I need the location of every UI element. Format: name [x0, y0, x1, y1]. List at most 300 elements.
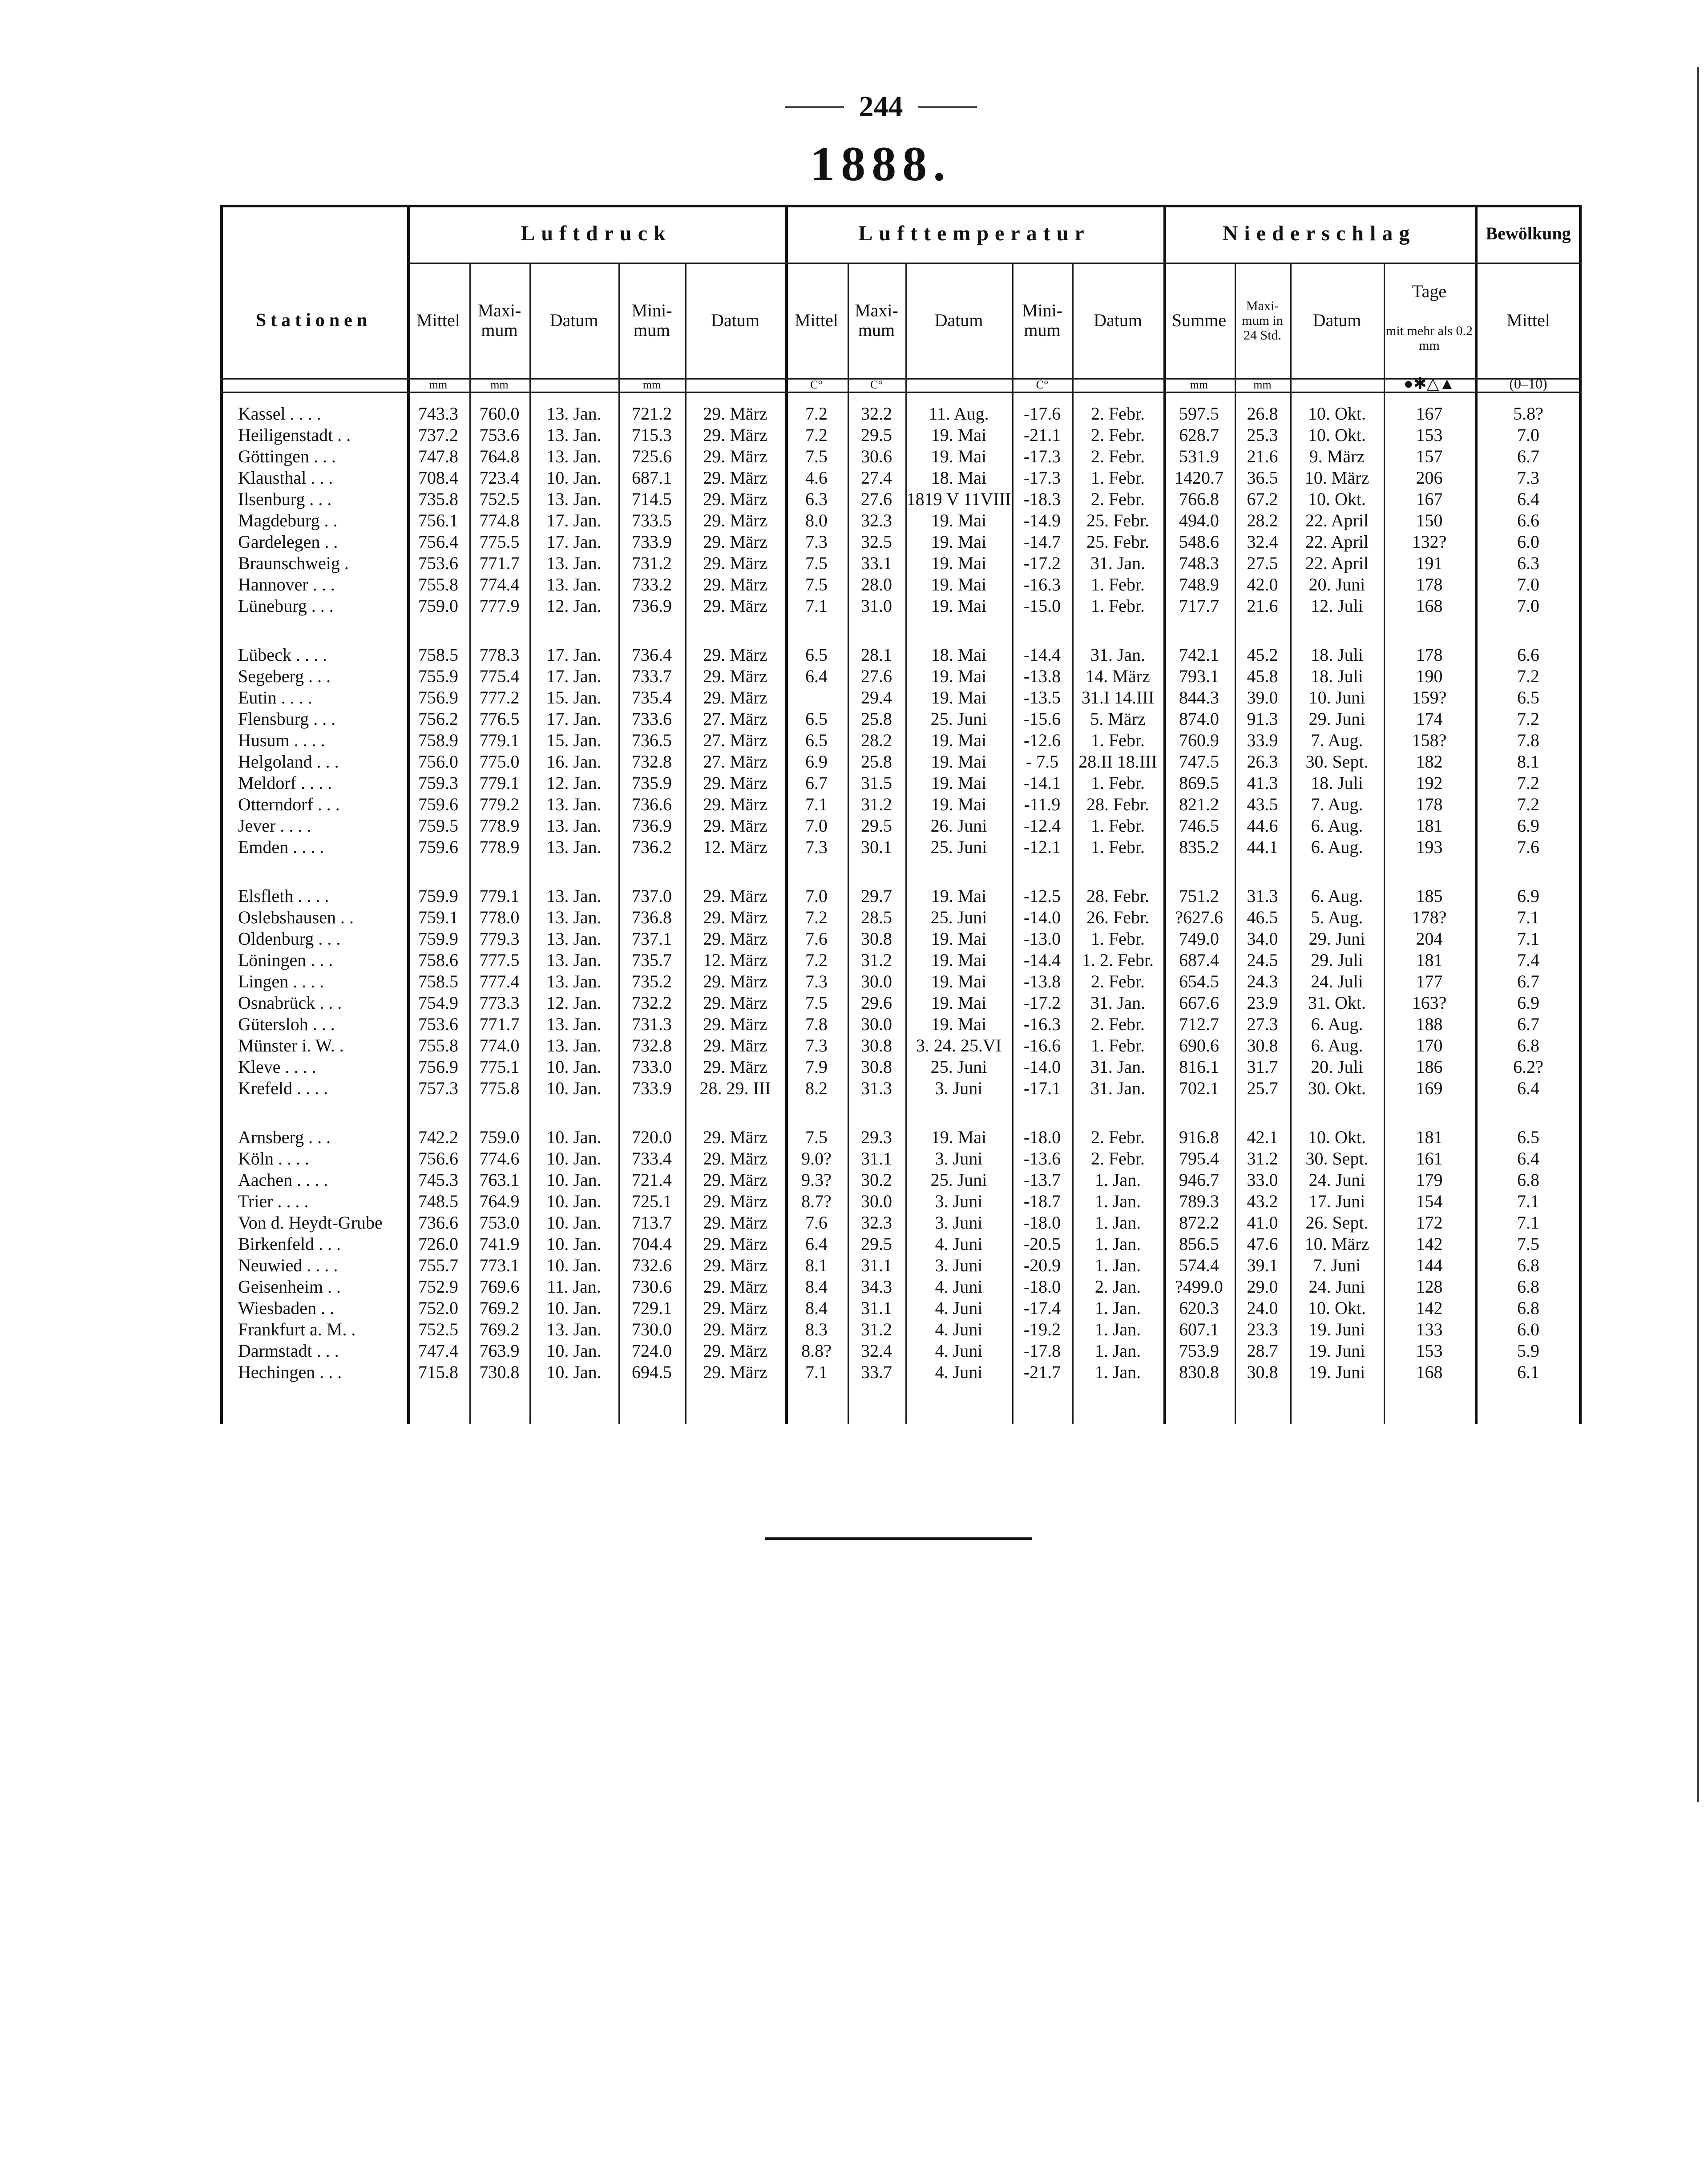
table-cell: 3. Juni [935, 1212, 983, 1233]
station-group [220, 885, 1582, 1099]
table-cell: 19. Mai [931, 751, 987, 772]
table-cell: 748.3 [1179, 553, 1219, 573]
table-cell: -11.9 [1024, 794, 1061, 814]
table-cell: 1. Jan. [1094, 1212, 1141, 1233]
table-cell: 1. Febr. [1090, 815, 1145, 836]
table-cell: 30.0 [861, 1014, 892, 1034]
table-cell: 733.6 [632, 708, 672, 729]
table-cell: 28.1 [861, 644, 892, 665]
table-cell: 30. Okt. [1308, 1078, 1366, 1098]
station-name: Otterndorf . . . [238, 794, 340, 814]
table-cell: -13.6 [1023, 1148, 1061, 1168]
table-cell: 620.3 [1179, 1298, 1219, 1318]
table-cell: 32.5 [861, 531, 892, 552]
table-cell: 24. Juli [1311, 971, 1363, 991]
table-cell: 29. März [703, 595, 767, 616]
table-cell: 737.1 [632, 928, 672, 949]
table-cell: 755.9 [418, 666, 458, 686]
table-cell: 6.3 [805, 489, 828, 509]
table-cell: 7.2 [1517, 666, 1539, 686]
table-cell: 178? [1412, 907, 1447, 927]
header-lt-max: Maxi-mum [855, 300, 898, 340]
table-cell: 743.3 [418, 403, 458, 424]
table-cell: 29. Juni [1308, 928, 1365, 949]
table-cell: 19. Mai [931, 574, 987, 594]
table-cell: -19.2 [1023, 1319, 1061, 1339]
table-cell: 12. Juli [1311, 595, 1363, 616]
table-cell: 29. März [703, 1255, 767, 1275]
table-row [220, 1013, 1582, 1035]
table-cell: 31. Okt. [1308, 992, 1366, 1013]
table-cell: 732.2 [632, 992, 672, 1013]
table-cell: 29. Juli [1311, 950, 1363, 970]
table-row [220, 815, 1582, 836]
table-row [220, 687, 1582, 708]
table-cell: 6.5 [1517, 687, 1539, 708]
table-cell: 36.5 [1247, 467, 1278, 488]
table-cell: 17. Jan. [546, 510, 602, 530]
table-cell: 41.3 [1247, 772, 1278, 793]
table-cell: 778.0 [479, 907, 520, 927]
header-lt-min: Mini-mum [1022, 300, 1063, 340]
table-cell: 10. Jan. [546, 1148, 602, 1168]
table-cell: 7.5 [1517, 1233, 1539, 1254]
station-name: Jever . . . . [238, 815, 311, 836]
table-cell: 821.2 [1179, 794, 1219, 814]
table-cell: 778.3 [479, 644, 520, 665]
table-row [220, 1233, 1582, 1254]
table-cell: 6.7 [1517, 971, 1539, 991]
table-cell: 6.4 [805, 666, 828, 686]
table-cell: 10. Okt. [1308, 1127, 1366, 1147]
table-cell: 13. Jan. [546, 1319, 602, 1339]
table-cell: 170 [1416, 1035, 1443, 1055]
table-cell: 178 [1416, 794, 1443, 814]
table-row [220, 1318, 1582, 1340]
table-cell: 733.5 [632, 510, 672, 530]
table-cell: 25.7 [1247, 1078, 1278, 1098]
table-cell: 28.II 18.III [1078, 751, 1157, 772]
table-cell: 694.5 [632, 1362, 672, 1382]
table-cell: 733.4 [632, 1148, 672, 1168]
unit-ns-summe: mm [1190, 378, 1208, 391]
table-cell: 759.5 [418, 815, 458, 836]
table-cell: 192 [1416, 772, 1443, 793]
table-cell: 747.5 [1179, 751, 1219, 772]
table-cell: 574.4 [1179, 1255, 1219, 1275]
table-cell: 44.1 [1247, 837, 1278, 857]
table-cell: 19. Mai [931, 885, 987, 906]
table-cell: 733.0 [632, 1056, 672, 1077]
table-cell: 6.4 [805, 1233, 828, 1254]
header-ld-min-datum: Datum [711, 310, 759, 330]
table-cell: 142 [1416, 1233, 1443, 1254]
table-cell: 690.6 [1179, 1035, 1219, 1055]
table-cell: 13. Jan. [546, 794, 602, 814]
table-cell: 28.7 [1247, 1340, 1278, 1361]
table-cell: 2. Febr. [1090, 489, 1145, 509]
table-row [220, 970, 1582, 992]
station-name: Magdeburg . . [238, 510, 338, 530]
table-cell: 30.2 [861, 1169, 892, 1190]
table-cell: 178 [1416, 574, 1443, 594]
table-cell: 7.3 [1517, 467, 1539, 488]
table-cell: 20. Juni [1308, 574, 1365, 594]
table-cell: -21.7 [1023, 1362, 1061, 1382]
table-cell: 872.2 [1179, 1212, 1219, 1233]
table-cell: 33.0 [1247, 1169, 1278, 1190]
table-cell: 730.6 [632, 1276, 672, 1297]
station-name: Eutin . . . . [238, 687, 312, 708]
table-cell: 7.2 [805, 950, 828, 970]
table-cell: 29. März [703, 510, 767, 530]
table-cell: 1. Jan. [1094, 1233, 1141, 1254]
table-cell: 723.4 [479, 467, 520, 488]
table-cell: 13. Jan. [546, 907, 602, 927]
table-cell: 29. März [703, 1148, 767, 1168]
table-cell: 5.8? [1513, 403, 1543, 424]
table-cell: 1. Febr. [1090, 1035, 1145, 1055]
table-cell: 28. 29. III [699, 1078, 771, 1098]
table-cell: 10. Jan. [546, 1298, 602, 1318]
table-cell: 730.8 [479, 1362, 520, 1382]
table-cell: 47.6 [1247, 1233, 1278, 1254]
table-cell: 30.1 [861, 837, 892, 857]
table-cell: 7.1 [805, 794, 828, 814]
table-cell: 724.0 [632, 1340, 672, 1361]
table-cell: 25.8 [861, 751, 892, 772]
table-cell: 749.0 [1179, 928, 1219, 949]
table-cell: 9. März [1309, 446, 1365, 466]
table-cell: 835.2 [1179, 837, 1219, 857]
table-cell: 771.7 [479, 1014, 520, 1034]
table-cell: 25. Juni [930, 1169, 987, 1190]
table-cell: 17. Jan. [546, 531, 602, 552]
table-cell: 31.3 [861, 1078, 892, 1098]
table-cell: 717.7 [1179, 595, 1219, 616]
table-cell: 816.1 [1179, 1056, 1219, 1077]
table-cell: 10. Jan. [546, 1191, 602, 1211]
unit-bw-scale: (0–10) [1509, 376, 1547, 392]
table-cell: 6. Aug. [1311, 1014, 1363, 1034]
table-cell: 24. Juni [1308, 1276, 1365, 1297]
table-cell: 29.3 [861, 1127, 892, 1147]
header-luftdruck: Luftdruck [521, 221, 672, 245]
table-cell: 29. März [703, 992, 767, 1013]
table-row [220, 1056, 1582, 1077]
table-cell: 181 [1416, 815, 1443, 836]
table-cell: 3. Juni [935, 1148, 983, 1168]
table-cell: 733.9 [632, 1078, 672, 1098]
table-cell: 736.2 [632, 837, 672, 857]
table-cell: 597.5 [1179, 403, 1219, 424]
table-cell: 10. Okt. [1308, 425, 1366, 445]
table-cell: 26.8 [1247, 403, 1278, 424]
table-cell: 7.2 [1517, 772, 1539, 793]
table-row [220, 1035, 1582, 1056]
table-cell: 6.5 [805, 730, 828, 750]
table-cell: 759.6 [418, 837, 458, 857]
table-cell: 737.2 [418, 425, 458, 445]
table-cell: 775.8 [479, 1078, 520, 1098]
table-cell: 128 [1416, 1276, 1443, 1297]
table-cell: 735.8 [418, 489, 458, 509]
table-cell: 6.8 [1517, 1276, 1539, 1297]
table-cell: 18. Juli [1311, 666, 1363, 686]
table-cell: 13. Jan. [546, 425, 602, 445]
table-cell: 7.5 [805, 553, 828, 573]
table-cell: 731.2 [632, 553, 672, 573]
table-cell: 29. März [703, 1169, 767, 1190]
table-cell: 153 [1416, 425, 1443, 445]
table-cell: -20.5 [1023, 1233, 1061, 1254]
table-cell: 34.0 [1247, 928, 1278, 949]
station-name: Trier . . . . [238, 1191, 309, 1211]
table-cell: 773.1 [479, 1255, 520, 1275]
table-cell: 10. Jan. [546, 1212, 602, 1233]
table-cell: 27. März [703, 751, 767, 772]
table-row [220, 595, 1582, 616]
table-cell: 6.0 [1517, 531, 1539, 552]
table-cell: 7.6 [1517, 837, 1539, 857]
table-cell: 13. Jan. [546, 553, 602, 573]
table-cell: 830.8 [1179, 1362, 1219, 1382]
table-cell: 19. Mai [931, 531, 987, 552]
table-cell: 188 [1416, 1014, 1443, 1034]
table-cell: 13. Jan. [546, 971, 602, 991]
table-row [220, 552, 1582, 574]
year-title: 1888. [810, 137, 952, 191]
table-cell: 6.1 [1517, 1362, 1539, 1382]
table-cell: 16. Jan. [546, 751, 602, 772]
table-cell: -13.8 [1023, 666, 1061, 686]
table-cell: 181 [1416, 1127, 1443, 1147]
table-cell: 755.8 [418, 1035, 458, 1055]
table-cell: 19. Mai [931, 950, 987, 970]
table-cell: 19. Mai [931, 1014, 987, 1034]
table-row [220, 906, 1582, 928]
station-name: Meldorf . . . . [238, 772, 332, 793]
table-cell: 191 [1416, 553, 1443, 573]
table-cell: 29. März [703, 885, 767, 906]
table-row [220, 885, 1582, 906]
table-cell: 8.8? [801, 1340, 832, 1361]
table-cell: 12. März [703, 950, 767, 970]
table-row [220, 1297, 1582, 1318]
table-cell: 18. Juli [1311, 644, 1363, 665]
table-cell: 29. März [703, 971, 767, 991]
table-cell: 25.8 [861, 708, 892, 729]
table-cell: 19. Mai [931, 1127, 987, 1147]
table-cell: 30.0 [861, 1191, 892, 1211]
table-cell: 778.9 [479, 837, 520, 857]
table-cell: 737.0 [632, 885, 672, 906]
table-cell: 1. Febr. [1090, 730, 1145, 750]
unit-lt-mittel: C° [810, 378, 823, 391]
table-cell: 735.7 [632, 950, 672, 970]
table-cell: 178 [1416, 644, 1443, 665]
table-cell: 7.8 [805, 1014, 828, 1034]
table-cell: 6.3 [1517, 553, 1539, 573]
table-cell: 7.3 [805, 837, 828, 857]
table-cell: 10. Okt. [1308, 489, 1366, 509]
table-header [220, 205, 1582, 396]
table-cell: 31.5 [861, 772, 892, 793]
table-cell: 29. März [703, 815, 767, 836]
table-cell: 753.6 [418, 1014, 458, 1034]
table-cell: 736.6 [418, 1212, 458, 1233]
table-row [220, 1169, 1582, 1190]
table-cell: 7.1 [805, 1362, 828, 1382]
table-cell: -17.3 [1023, 446, 1061, 466]
station-name: Klausthal . . . [238, 467, 333, 488]
end-rule [765, 1537, 1032, 1540]
table-cell: 150 [1416, 510, 1443, 530]
table-cell: 19. Mai [931, 928, 987, 949]
table-cell: 7. Aug. [1311, 794, 1363, 814]
table-cell: 6.9 [805, 751, 828, 772]
table-cell: 8.7? [801, 1191, 832, 1211]
table-cell: 745.3 [418, 1169, 458, 1190]
table-row [220, 403, 1582, 424]
table-cell: 759.9 [418, 928, 458, 949]
table-cell: -20.9 [1023, 1255, 1061, 1275]
table-cell: 777.2 [479, 687, 520, 708]
table-cell: 12. Jan. [546, 595, 602, 616]
table-cell: 24.3 [1247, 971, 1278, 991]
table-cell: 32.2 [861, 403, 892, 424]
station-name: Oslebshausen . . [238, 907, 354, 927]
table-cell: 28. Febr. [1086, 794, 1150, 814]
table-cell: 3. Juni [935, 1255, 983, 1275]
table-cell: 735.4 [632, 687, 672, 708]
table-cell: 789.3 [1179, 1191, 1219, 1211]
table-cell: -18.7 [1023, 1191, 1061, 1211]
table-cell: 185 [1416, 885, 1443, 906]
table-cell: 1. Jan. [1094, 1255, 1141, 1275]
table-cell: 736.6 [632, 794, 672, 814]
table-row [220, 1276, 1582, 1297]
table-cell: 29. März [703, 403, 767, 424]
table-cell: 1. Febr. [1090, 837, 1145, 857]
table-cell: 779.2 [479, 794, 520, 814]
table-cell: 766.8 [1179, 489, 1219, 509]
table-cell: 7.5 [805, 992, 828, 1013]
header-lt-min-datum: Datum [1094, 310, 1142, 330]
table-cell: 758.5 [418, 644, 458, 665]
table-cell: 29. März [703, 928, 767, 949]
table-cell: 6.6 [1517, 644, 1539, 665]
table-cell: 687.4 [1179, 950, 1219, 970]
table-cell: 7.2 [805, 907, 828, 927]
table-cell: 687.1 [632, 467, 672, 488]
table-cell: 45.8 [1247, 666, 1278, 686]
table-cell: 7.5 [805, 446, 828, 466]
table-cell: 30.8 [861, 1035, 892, 1055]
table-cell: 1. 2. Febr. [1082, 950, 1154, 970]
table-cell: 9.3? [801, 1169, 832, 1190]
table-cell: 11. Aug. [929, 403, 989, 424]
table-cell: 42.0 [1247, 574, 1278, 594]
table-cell: 29. März [703, 1340, 767, 1361]
table-cell: 6.7 [1517, 446, 1539, 466]
table-cell: 27.6 [861, 489, 892, 509]
table-cell: 3. 24. 25.VI [916, 1035, 1002, 1055]
table-cell: 27.5 [1247, 553, 1278, 573]
table-cell: 4. Juni [935, 1276, 983, 1297]
table-body [220, 403, 1582, 1410]
table-cell: 774.8 [479, 510, 520, 530]
table-cell: 13. Jan. [546, 574, 602, 594]
table-cell: 29.7 [861, 885, 892, 906]
table-cell: 736.5 [632, 730, 672, 750]
table-cell: 19. Juni [1308, 1319, 1365, 1339]
table-cell: 755.8 [418, 574, 458, 594]
table-cell: 4. Juni [935, 1233, 983, 1254]
table-cell: 17. Jan. [546, 708, 602, 729]
station-name: Geisenheim . . [238, 1276, 341, 1297]
table-cell: 9.0? [801, 1148, 832, 1168]
table-cell: 763.1 [479, 1169, 520, 1190]
table-cell: -12.5 [1023, 885, 1061, 906]
table-cell: 31. Jan. [1090, 1078, 1146, 1098]
table-cell: 13. Jan. [546, 950, 602, 970]
table-cell: 29. März [703, 1056, 767, 1077]
table-cell: 776.5 [479, 708, 520, 729]
table-row [220, 1126, 1582, 1148]
table-cell: -14.4 [1023, 644, 1061, 665]
table-cell: -14.9 [1023, 510, 1061, 530]
table-cell: -12.4 [1023, 815, 1061, 836]
table-cell: 18. Mai [931, 644, 987, 665]
table-cell: 19. Mai [931, 971, 987, 991]
table-cell: 7.2 [805, 403, 828, 424]
table-cell: 746.5 [1179, 815, 1219, 836]
table-cell: 186 [1416, 1056, 1443, 1077]
table-cell: 161 [1416, 1148, 1443, 1168]
table-cell: 41.0 [1247, 1212, 1278, 1233]
unit-ld-mittel: mm [429, 378, 448, 391]
table-cell: 19. Mai [931, 687, 987, 708]
table-cell: 39.1 [1247, 1255, 1278, 1275]
table-cell: 7. Juni [1313, 1255, 1361, 1275]
table-cell: 1. Febr. [1090, 772, 1145, 793]
table-cell: 1420.7 [1175, 467, 1223, 488]
table-cell: 10. Okt. [1308, 403, 1366, 424]
table-row [220, 467, 1582, 488]
table-cell: 5. Aug. [1311, 907, 1363, 927]
table-cell: 25. Juni [930, 837, 987, 857]
table-cell: 758.5 [418, 971, 458, 991]
table-cell: 7.3 [805, 531, 828, 552]
table-cell: 7.0 [1517, 425, 1539, 445]
table-cell: 755.7 [418, 1255, 458, 1275]
table-cell: 29.6 [861, 992, 892, 1013]
table-cell: 795.4 [1179, 1148, 1219, 1168]
table-cell: -14.7 [1023, 531, 1061, 552]
table-cell: -14.4 [1023, 950, 1061, 970]
header-ld-min: Mini-mum [631, 300, 672, 340]
table-cell: 31.3 [1247, 885, 1278, 906]
table-cell: 10. Okt. [1308, 1298, 1366, 1318]
table-cell: -14.0 [1023, 1056, 1061, 1077]
table-cell: 7.6 [805, 1212, 828, 1233]
table-cell: 6.5 [1517, 1127, 1539, 1147]
table-cell: -13.0 [1023, 928, 1061, 949]
table-cell: 204 [1416, 928, 1443, 949]
table-cell: 29. März [703, 687, 767, 708]
station-name: Frankfurt a. M. . [238, 1319, 356, 1339]
